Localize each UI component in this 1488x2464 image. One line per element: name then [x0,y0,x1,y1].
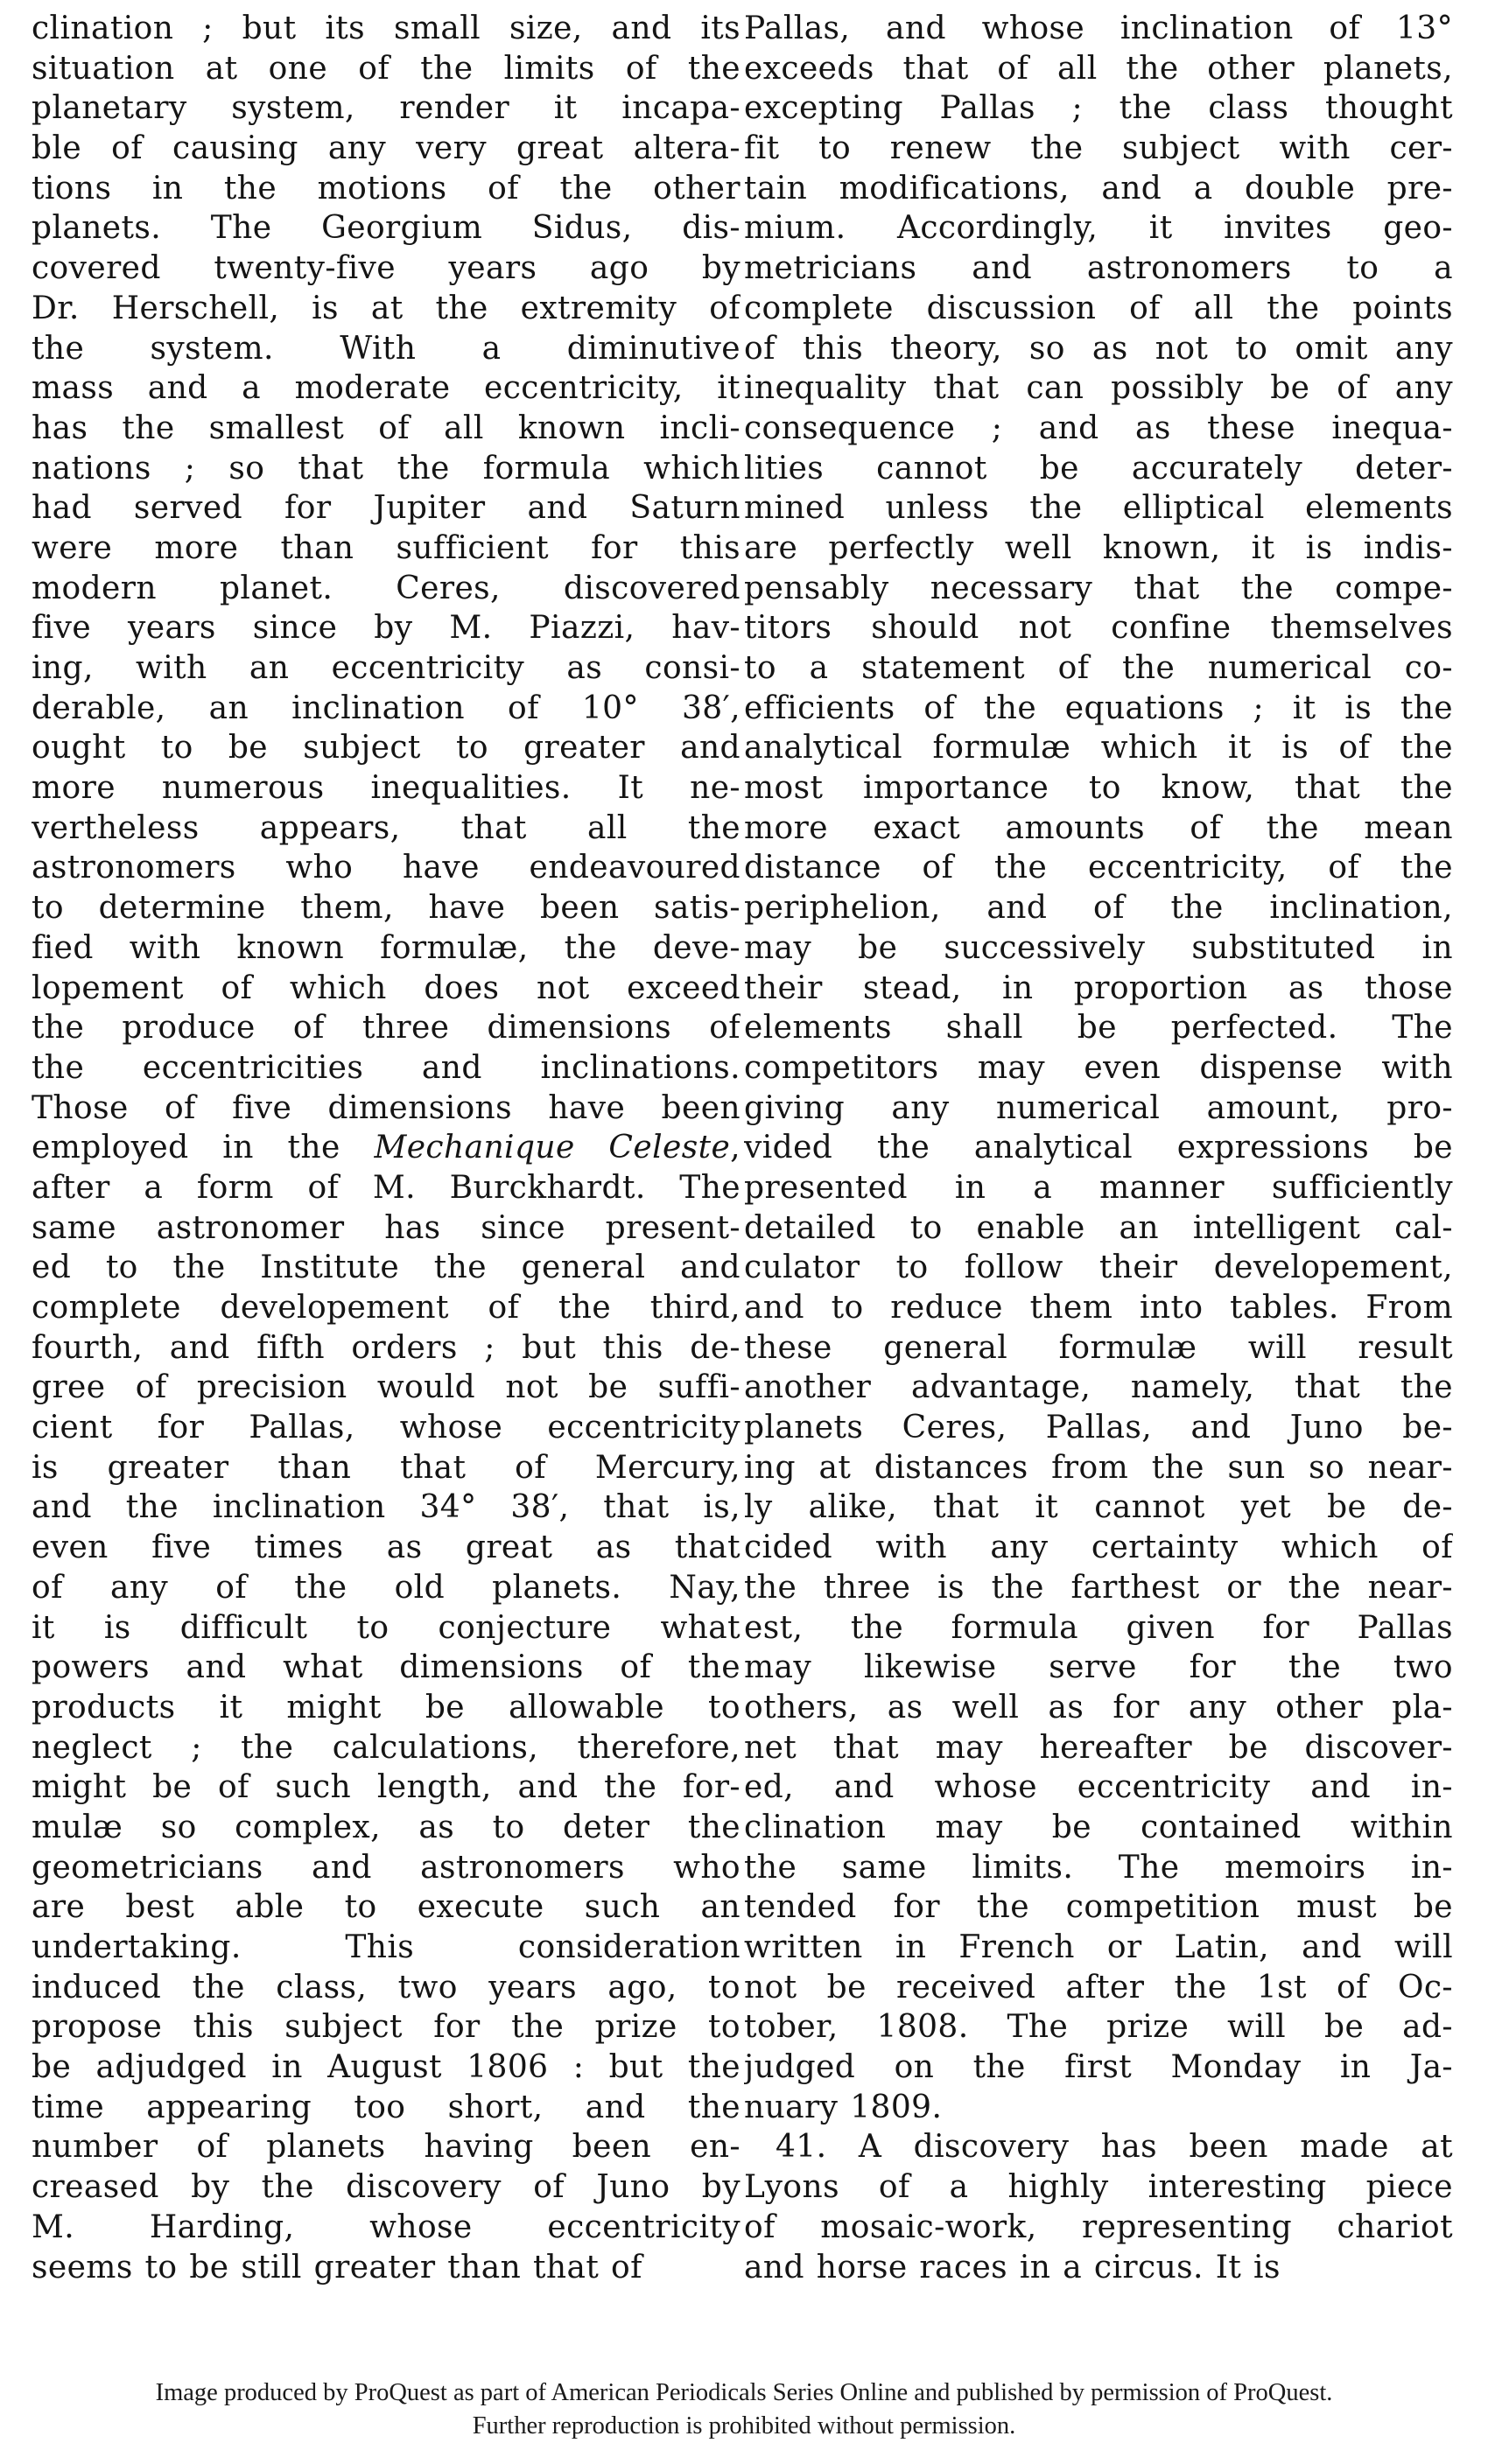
text-line: the eccentricities and inclinations. [32,1049,740,1086]
text-line: had served for Jupiter and Saturn [32,490,740,527]
text-line: products it might be allowable to [32,1689,740,1726]
text-line: ought to be subject to greater and [32,730,740,766]
text-line: and the inclination 34° 38′, that is, [32,1489,740,1526]
text-line: vided the analytical expressions be [744,1130,1453,1166]
text-line: same astronomer has since present- [32,1209,740,1246]
text-line: more exact amounts of the mean [744,809,1453,846]
text-line: fit to renew the subject with cer- [744,130,1453,167]
text-line: planets. The Georgium Sidus, dis- [32,210,740,247]
text-line: cient for Pallas, whose eccentricity [32,1410,740,1446]
text-line: gree of precision would not be suffi- [32,1369,740,1406]
text-line: Lyons of a highly interesting piece [744,2169,1453,2206]
text-line: of mosaic-work, representing chariot [744,2208,1453,2245]
text-line: net that may hereafter be discover- [744,1729,1453,1766]
text-line: inequality that can possibly be of any [744,370,1453,407]
text-line: analytical formulæ which it is of the [744,730,1453,766]
text-line: others, as well as for any other pla- [744,1689,1453,1726]
text-line: periphelion, and of the inclination, [744,890,1453,927]
text-line: tain modifications, and a double pre- [744,170,1453,206]
text-line: lopement of which does not exceed [32,970,740,1006]
text-line: and to reduce them into tables. From [744,1290,1453,1326]
text-line: consequence ; and as these inequa- [744,410,1453,446]
text-line: ed, and whose eccentricity and in- [744,1769,1453,1806]
text-line: cided with any certainty which of [744,1530,1453,1566]
text-line: most importance to know, that the [744,770,1453,807]
text-line: another advantage, namely, that the [744,1369,1453,1406]
right-text-column [744,9,1453,2301]
text-line: lities cannot be accurately deter- [744,450,1453,486]
text-line: fied with known formulæ, the deve- [32,929,740,966]
text-line: employed in the Mechanique Celeste, [32,1130,740,1166]
text-line: planetary system, render it incapa- [32,90,740,127]
text-line: metricians and astronomers to a [744,250,1453,287]
text-line: competitors may even dispense with [744,1049,1453,1086]
text-line: Dr. Herschell, is at the extremity of [32,290,740,326]
text-line: propose this subject for the prize to [32,2009,740,2046]
text-line: ed to the Institute the general and [32,1250,740,1286]
text-line: planets Ceres, Pallas, and Juno be- [744,1410,1453,1446]
text-line: induced the class, two years ago, to [32,1969,740,2006]
text-line: five years since by M. Piazzi, hav- [32,610,740,647]
text-line: might be of such length, and the for- [32,1769,740,1806]
text-line: modern planet. Ceres, discovered [32,570,740,606]
text-line: written in French or Latin, and will [744,1929,1453,1965]
text-line: titors should not confine themselves [744,610,1453,647]
text-line: est, the formula given for Pallas [744,1609,1453,1646]
text-line: their stead, in proportion as those [744,970,1453,1006]
text-line: powers and what dimensions of the [32,1649,740,1686]
text-line: tober, 1808. The prize will be ad- [744,2009,1453,2046]
text-line: and horse races in a circus. It is [744,2249,1281,2286]
text-line: of any of the old planets. Nay, [32,1569,740,1606]
text-line: tions in the motions of the other [32,170,740,206]
text-line: be adjudged in August 1806 : but the [32,2049,740,2086]
text-line: fourth, and fifth orders ; but this de- [32,1329,740,1366]
text-line: seems to be still greater than that of [32,2249,642,2286]
text-line: were more than sufficient for this [32,529,740,566]
text-line: are best able to execute such an [32,1889,740,1926]
text-line: the three is the farthest or the near- [744,1569,1453,1606]
footer-line-2: Further reproduction is prohibited without permission. [472,2412,1016,2440]
text-line: not be received after the 1st of Oc- [744,1969,1453,2006]
text-line: excepting Pallas ; the class thought [744,90,1453,127]
text-line: presented in a manner sufficiently [744,1169,1453,1206]
text-line: it is difficult to conjecture what [32,1609,740,1646]
text-line: complete discussion of all the points [744,290,1453,326]
text-line: situation at one of the limits of the [32,50,740,87]
text-line: to a statement of the numerical co- [744,650,1453,686]
text-line: M. Harding, whose eccentricity [32,2208,740,2245]
text-line: distance of the eccentricity, of the [744,850,1453,886]
text-line: culator to follow their developement, [744,1250,1453,1286]
text-line: creased by the discovery of Juno by [32,2169,740,2206]
text-line: pensably necessary that the compe- [744,570,1453,606]
text-line: after a form of M. Burckhardt. The [32,1169,740,1206]
text-line: these general formulæ will result [744,1329,1453,1366]
text-line: ble of causing any very great altera- [32,130,740,167]
text-line: Those of five dimensions have been [32,1089,740,1126]
text-line: mulæ so complex, as to deter the [32,1809,740,1845]
text-line: has the smallest of all known incli- [32,410,740,446]
text-line: astronomers who have endeavoured [32,850,740,886]
text-line: elements shall be perfected. The [744,1010,1453,1046]
text-line: are perfectly well known, it is indis- [744,529,1453,566]
italic-title-text: Mechanique Celeste [374,1130,731,1166]
text-line: nations ; so that the formula which [32,450,740,486]
text-line: to determine them, have been satis- [32,890,740,927]
text-line: exceeds that of all the other planets, [744,50,1453,87]
text-line: 41. A discovery has been made at [776,2129,1453,2166]
text-line: of this theory, so as not to omit any [744,330,1453,367]
text-line: vertheless appears, that all the [32,809,740,846]
text-line: ing, with an eccentricity as consi- [32,650,740,686]
footer-line-1: Image produced by ProQuest as part of American Periodicals Series Online and published by permission of ProQuest. [155,2379,1333,2406]
text-line: clination may be contained within [744,1809,1453,1845]
text-line: the produce of three dimensions of [32,1010,740,1046]
permission-footer [0,2376,1488,2443]
text-line: geometricians and astronomers who [32,1849,740,1886]
text-line: even five times as great as that [32,1530,740,1566]
text-line: mium. Accordingly, it invites geo- [744,210,1453,247]
text-line: efficients of the equations ; it is the [744,690,1453,726]
text-line: covered twenty-five years ago by [32,250,740,287]
text-line: the system. With a diminutive [32,330,740,367]
text-line: ing at distances from the sun so near- [744,1449,1453,1486]
text-line: derable, an inclination of 10° 38′, [32,690,740,726]
text-line: may be successively substituted in [744,929,1453,966]
text-line: Pallas, and whose inclination of 13° [744,10,1453,46]
text-line: giving any numerical amount, pro- [744,1089,1453,1126]
text-line: judged on the first Monday in Ja- [744,2049,1453,2086]
text-line: number of planets having been en- [32,2129,740,2166]
text-line: nuary 1809. [744,2089,943,2125]
text-line: ly alike, that it cannot yet be de- [744,1489,1453,1526]
text-line: tended for the competition must be [744,1889,1453,1926]
text-line: is greater than that of Mercury, [32,1449,740,1486]
text-line: complete developement of the third, [32,1290,740,1326]
text-line: time appearing too short, and the [32,2089,740,2125]
text-line: the same limits. The memoirs in- [744,1849,1453,1886]
text-line: undertaking. This consideration [32,1929,740,1965]
text-line: clination ; but its small size, and its [32,10,740,46]
text-line: neglect ; the calculations, therefore, [32,1729,740,1766]
text-line: mined unless the elliptical elements [744,490,1453,527]
text-line: more numerous inequalities. It ne- [32,770,740,807]
text-line: may likewise serve for the two [744,1649,1453,1686]
text-line: mass and a moderate eccentricity, it [32,370,740,407]
text-line: detailed to enable an intelligent cal- [744,1209,1453,1246]
left-text-column [32,9,740,2301]
